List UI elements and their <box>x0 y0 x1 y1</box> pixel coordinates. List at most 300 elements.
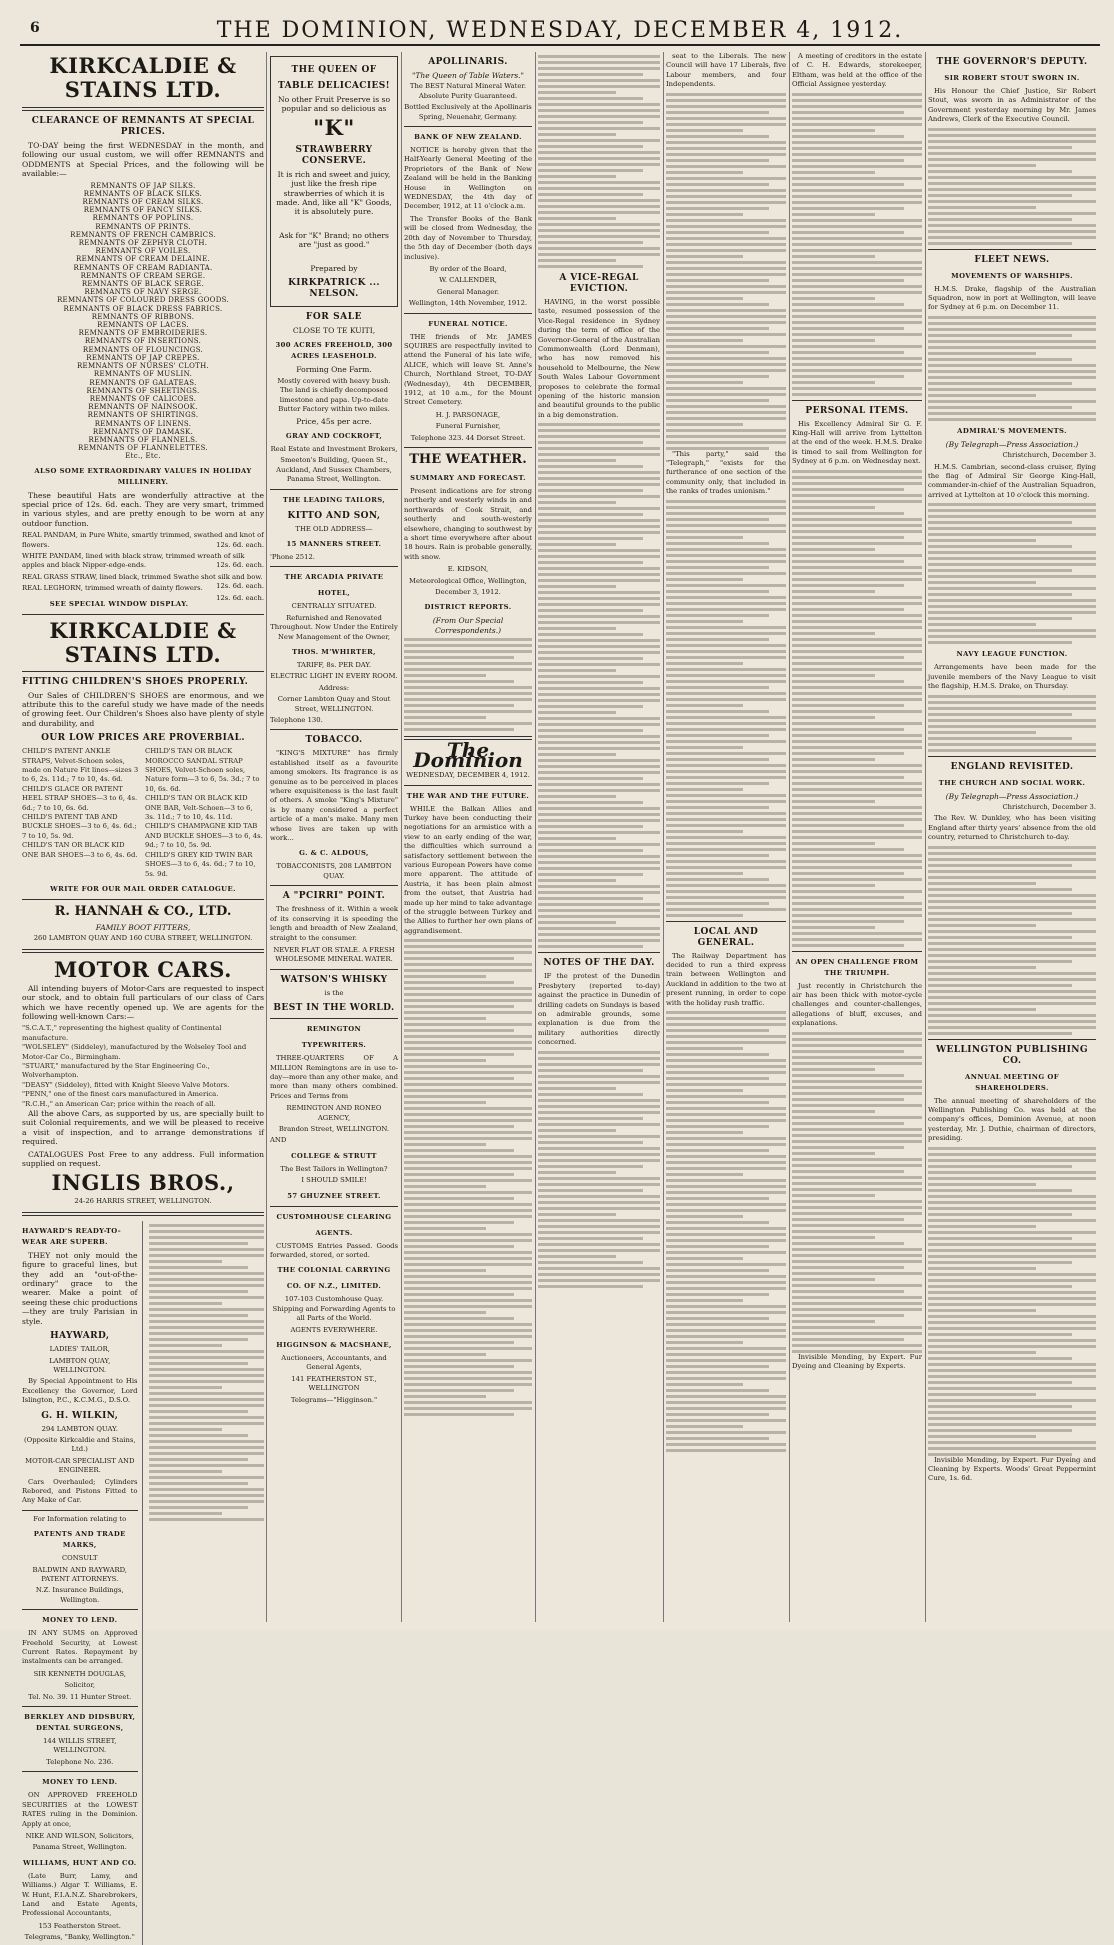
masthead-title: THE DOMINION, WEDNESDAY, DECEMBER 4, 1912. <box>216 18 904 43</box>
remington-address: Brandon Street, WELLINGTON. <box>278 1124 390 1133</box>
remnant-item: REMNANTS OF CREAM SILKS. <box>82 198 204 207</box>
hat-item <box>22 552 264 571</box>
remnant-item: REMNANTS OF JAP CREPES. <box>86 353 200 362</box>
divider <box>404 126 532 127</box>
funeral-body: THE friends of Mr. JAMES SQUIRES are respectfully invited to attend the Funeral of his late wife, ALICE, which will leave St. Anne's Church, Northland Street, TO-DAY (Wednesday), 4th DECEMBER, 1912, at 10 a.m., for the Mount Street Cemetery. <box>404 332 532 407</box>
column-4-news <box>666 52 786 1622</box>
personal-heading: PERSONAL ITEMS. <box>805 405 909 416</box>
divider <box>270 885 398 886</box>
local-heading: LOCAL AND GENERAL. <box>693 926 759 948</box>
divider <box>22 1706 138 1707</box>
fruit-text: No other Fruit Preserve is so popular and so delicious as <box>277 95 391 114</box>
divider <box>270 1018 398 1019</box>
hayward-subtitle: LADIES' TAILOR, <box>49 1345 110 1354</box>
gray-address: Smeeton's Building, Queen St., Auckland, And Sussex Chambers, Panama Street, Wellington. <box>276 456 392 484</box>
wilkin-address: 294 LAMBTON QUAY. <box>41 1424 118 1433</box>
col1-lower-split <box>22 1221 264 1945</box>
window-display: SEE SPECIAL WINDOW DISPLAY. <box>49 599 189 608</box>
shoe-item: CHILD'S TAN OR BLACK KID ONE BAR, Velt-Schoen—3 to 6, 3s. 11d.; 7 to 10, 4s. 11d. <box>145 794 253 822</box>
strawberry-body: It is rich and sweet and juicy, just like the fresh ripe strawberries of which it is made. And, like all "K" Goods, it is absolutely pure. <box>276 169 392 217</box>
catalogues: CATALOGUES Post Free to any address. Full information supplied on request. <box>22 1149 264 1169</box>
apollinaris-subtitle: "The Queen of Table Waters." <box>411 71 524 80</box>
hayward-heading: HAYWARD'S READY-TO-WEAR ARE SUPERB. <box>22 1226 122 1246</box>
money-body-2: ON APPROVED FREEHOLD SECURITIES at the LOWEST RATES ruling in the Dominion. Apply at once, <box>22 1791 138 1828</box>
tobacco-body: "KING'S MIXTURE" has firmly established itself as a favourite among smokers. Its fragrance is as genuine as to be perceived in places where exquisiteness is the last fault of others. A smoke "King's Mixture" is by many considered a perfect article of a man's make. Many men whose lives are taken up with work... <box>270 749 398 843</box>
tobacco-heading: TOBACCO. <box>305 735 363 746</box>
pcirri-heading: A "PCIRRI" POINT. <box>282 891 386 902</box>
admiral-subtitle: (By Telegraph—Press Association.) <box>945 439 1079 449</box>
church-body: The Rev. W. Dunkley, who has been visiting England after thirty years' absence from the old country, returned to Christchurch to-day. <box>928 814 1096 842</box>
remnant-item: REMNANTS OF CREAM SERGE. <box>80 271 206 280</box>
hat-description: REAL LEGHORN, trimmed wreath of dainty flowers. <box>22 584 203 593</box>
divider <box>928 756 1096 757</box>
baldwin: BALDWIN AND RAYWARD, PATENT ATTORNEYS. <box>32 1565 127 1583</box>
notes-text-lines <box>538 1051 660 1288</box>
divider <box>792 400 922 401</box>
williams-address: 153 Featherston Street. <box>38 1921 121 1930</box>
remington-heading-2: TYPEWRITERS. <box>301 1041 367 1050</box>
personal-body: His Excellency Admiral Sir G. F. King-Hall will arrive from Lyttelton at the end of the week. H.M.S. Drake is timed to sail from Wellington for Sydney at 6 p.m. on Wednesday next. <box>792 419 922 466</box>
remnant-item: REMNANTS OF COLOURED DRESS GOODS. <box>56 296 229 305</box>
war-heading: THE WAR AND THE FUTURE. <box>406 791 530 800</box>
remnant-item: REMNANTS OF PRINTS. <box>95 222 191 231</box>
should-smile: I SHOULD SMILE! <box>301 1176 367 1185</box>
kitto-phone: 'Phone 2512. <box>270 552 315 561</box>
hayward-address: LAMBTON QUAY, WELLINGTON. <box>49 1356 111 1374</box>
divider <box>22 671 264 672</box>
remnant-item: REMNANTS OF RIBBONS. <box>91 312 195 321</box>
col1-lower-right <box>149 1221 265 1945</box>
address-label: Address: <box>318 683 350 692</box>
motor-item: "WOLSELEY" (Siddeley), manufactured by the Wolseley Tool and Motor-Car Co., Birmingham. <box>22 1043 247 1061</box>
for-sale: FOR SALE <box>305 312 363 323</box>
weather-body: Present indications are for strong northerly and westerly winds in and northwards of Cook Strait, and southerly and south-westerly elsewhere, changing to southwest by a short time everywhere after about 18 hours. Rain is probable generally, with snow. <box>404 487 533 561</box>
wilkin-agent: (Opposite Kirkcaldie and Stains, Ltd.) <box>23 1435 136 1454</box>
warships-text-lines <box>928 316 1096 421</box>
dominion-logo: The Dominion <box>413 738 523 772</box>
remnant-item: REMNANTS OF LACES. <box>97 321 189 330</box>
gray-cockroft: GRAY AND COCKROFT, <box>285 431 383 440</box>
deputy-heading: THE GOVERNOR'S DEPUTY. <box>936 57 1088 67</box>
news-text-lines <box>792 93 922 396</box>
hannah-subtitle: FAMILY BOOT FITTERS, <box>95 922 191 932</box>
divider <box>22 614 264 615</box>
k-conserve-ad <box>270 56 398 307</box>
motor-tail: All the above Cars, as supported by us, are specially built to suit Colonial requirements, and we will be pleased to receive a visit of inspection, and to arrange demonstrations if required. <box>22 1109 264 1147</box>
divider <box>22 1771 138 1772</box>
annual-body: The annual meeting of shareholders of the Wellington Publishing Co. was held at the company's offices, Dominion Avenue, at noon yesterday, Mr. J. Duthie, chairman of directors, presiding. <box>928 1096 1096 1143</box>
hat-price: 12s. 6d. each. <box>216 540 264 549</box>
this-party-text: "This party," said the "Telegraph," "exists for the furtherance of one section of the community only, that included in the ranks of trades unionism." <box>666 449 786 496</box>
apollinaris-body: The BEST Natural Mineral Water. Absolute Purity Guaranteed. <box>409 82 527 100</box>
money-heading-1: MONEY TO LEND. <box>42 1616 118 1625</box>
electric-light: ELECTRIC LIGHT IN EVERY ROOM. <box>270 672 398 681</box>
shoe-item: CHILD'S TAN OR BLACK KID ONE BAR SHOES—3 to 6, 4s. 6d. <box>22 841 138 859</box>
annual-heading: ANNUAL MEETING OF SHAREHOLDERS. <box>965 1072 1059 1092</box>
stout-text-lines <box>928 128 1096 245</box>
colonial-heading-1: THE COLONIAL CARRYING <box>277 1266 391 1275</box>
millinery-body: These beautiful Hats are wonderfully attractive at the special price of 12s. 6d. each. They are very smart, trimmed in various styles, and are pretty enough to be worn at any outdoor function. <box>22 490 264 528</box>
vice-regal-text-lines <box>538 423 660 948</box>
and-label: AND <box>270 1136 287 1145</box>
kidson: E. KIDSON, <box>447 565 489 574</box>
divider <box>538 952 660 953</box>
news-text-lines <box>666 500 786 917</box>
callender-role: General Manager. <box>437 287 499 296</box>
bank-order: By order of the Board, <box>429 264 507 273</box>
hat-price: 12s. 6d. each. <box>216 561 264 570</box>
remnant-item: REMNANTS OF FLOUNCINGS. <box>82 345 204 354</box>
parsonage: H. J. PARSONAGE, <box>435 410 501 419</box>
challenge-text-lines <box>792 1032 922 1353</box>
apollinaris-tail: Bottled Exclusively at the Apollinaris Spring, Neuenahr, Germany. <box>404 103 532 121</box>
parsonage-role: Funeral Furnisher, <box>435 422 501 431</box>
column-2b <box>404 52 532 1416</box>
notes-body: IF the protest of the Dunedin Presbytery (reported to-day) against the practice in Dunedin of drilling cadets on Sundays is based on admirable grounds, some explanation is due from the military authorities directly concerned. <box>538 972 660 1047</box>
mail-order: WRITE FOR OUR MAIL ORDER CATALOGUE. <box>50 884 236 893</box>
column-rule <box>266 52 267 1622</box>
price: Price, 45s per acre. <box>296 416 372 426</box>
millinery-heading: ALSO SOME EXTRAORDINARY VALUES IN HOLIDAY MILLINERY. <box>34 466 252 486</box>
divider <box>404 785 532 786</box>
council-text: seat to the Liberals. The new Council will have 17 Liberals, five Labour members, and four Independents. <box>666 52 786 89</box>
bank-body: NOTICE is hereby given that the Half-Yearly General Meeting of the Proprietors of the Bank of New Zealand will be held in the Banking House in Wellington on WEDNESDAY, the 4th day of December, 1912, at 11 o'clock a.m. <box>404 146 532 211</box>
body-text-lines <box>149 1224 265 1521</box>
warships-body: H.M.S. Drake, flagship of the Australian Squadron, now in port at Wellington, will leave for Sydney at 6 p.m. on December 11. <box>928 284 1096 312</box>
motor-item: "S.C.A.T.," representing the highest quality of Continental manufacture. <box>22 1024 222 1042</box>
page-number: 6 <box>30 20 40 36</box>
divider <box>22 1212 264 1216</box>
dominion-date: WEDNESDAY, DECEMBER 4, 1912. <box>406 771 530 780</box>
divider <box>22 899 264 900</box>
remnant-item: REMNANTS OF INSERTIONS. <box>84 337 202 346</box>
divider <box>928 1039 1096 1040</box>
tariff: TARIFF, 8s. PER DAY. <box>296 660 372 669</box>
kirkcaldie-title-2: KIRKCALDIE & STAINS LTD. <box>49 617 237 667</box>
apollinaris-heading: APOLLINARIS. <box>428 57 508 67</box>
money-address: Panama Street, Wellington. <box>32 1843 127 1852</box>
hayward-name: HAYWARD, <box>50 1331 110 1342</box>
williams-heading: WILLIAMS, HUNT AND CO. <box>22 1858 137 1867</box>
motor-item: "DEASY" (Siddeley), fitted with Knight Sleeve Valve Motors. <box>22 1080 230 1089</box>
column-5-news <box>792 52 922 1622</box>
shoe-item: CHILD'S PATENT ANKLE STRAPS, Velvet-Schoen soles, made on Nature Fit lines—sizes 3 to 6, 2s. 11d.; 7 to 10, 4s. 6d. <box>22 747 139 784</box>
remnants-etc: Etc., Etc. <box>125 452 161 461</box>
news-text-lines <box>538 55 660 268</box>
column-rule <box>535 52 536 1622</box>
remnant-item: REMNANTS OF FRENCH CAMBRICS. <box>70 230 216 239</box>
kirkpatrick: KIRKPATRICK ... NELSON. <box>288 278 380 300</box>
remnants-list <box>22 182 264 453</box>
money-heading-2: MONEY TO LEND. <box>42 1778 118 1787</box>
remnant-item: REMNANTS OF NURSES' CLOTH. <box>76 362 210 371</box>
hat-description: WHITE PANDAM, lined with black straw, trimmed wreath of silk apples and black Nipper-edge-ends. <box>22 551 245 570</box>
forming: Forming One Farm. <box>296 365 372 375</box>
motor-item: "PENN," one of the finest cars manufactured in America. <box>22 1090 219 1099</box>
hannah-address: 260 LAMBTON QUAY AND 160 CUBA STREET, WELLINGTON. <box>33 934 253 943</box>
douglas-role: Solicitor, <box>64 1681 96 1690</box>
funeral-heading: FUNERAL NOTICE. <box>428 319 508 328</box>
motor-list <box>22 1024 264 1109</box>
divider <box>22 107 264 111</box>
remnant-item: REMNANTS OF FLANNELETTES. <box>78 444 208 453</box>
colonial-heading-2: CO. OF N.Z., LIMITED. <box>286 1282 382 1291</box>
shoes-table <box>22 747 264 879</box>
fleet-heading: FLEET NEWS. <box>974 254 1050 265</box>
mcwhirter: THOS. M'WHIRTER, <box>292 647 376 656</box>
kirkcaldie-title: KIRKCALDIE & STAINS LTD. <box>49 53 237 102</box>
shoe-item: CHILD'S GLACE OR PATENT HEEL STRAP SHOES—3 to 6, 4s. 6d.; 7 to 10, 6s. 6d. <box>22 784 138 812</box>
war-text-lines <box>404 939 532 1416</box>
hannah-title: R. HANNAH & CO., LTD. <box>54 903 232 919</box>
district-heading: DISTRICT REPORTS. <box>424 603 512 612</box>
customs-heading-1: CUSTOMHOUSE CLEARING <box>276 1212 392 1221</box>
invisible-mending-2: Invisible Mending, by Expert. Fur Dyeing and Cleaning by Experts. Woods' Great Peppermint Cure, 1s. 6d. <box>928 1455 1096 1483</box>
wilkin-role: MOTOR-CAR SPECIALIST AND ENGINEER. <box>25 1456 135 1475</box>
aldous: G. & C. ALDOUS, <box>299 849 369 858</box>
column-rule <box>663 52 664 1622</box>
column-2a <box>270 52 398 1407</box>
watsons-whisky: WATSON'S WHISKY <box>280 974 388 985</box>
stout-body: His Honour the Chief Justice, Sir Robert Stout, was sworn in as Administrator of the Government yesterday morning by Mr. James Andrews, Clerk of the Executive Council. <box>928 87 1096 124</box>
church-heading: THE CHURCH AND SOCIAL WORK. <box>938 778 1086 787</box>
queen-heading-1: THE QUEEN OF <box>291 65 377 75</box>
vice-regal-heading: A VICE-REGAL EVICTION. <box>559 273 639 294</box>
church-text-lines <box>928 846 1096 1035</box>
k-brand: "K" <box>313 114 355 140</box>
remnant-item: REMNANTS OF EMBROIDERIES. <box>78 329 208 338</box>
divider <box>404 313 532 314</box>
appointment: By Special Appointment to His Excellency the Governor, Lord Islington, P.C., K.C.M.G., D.S.O. <box>22 1377 138 1405</box>
aldous-address: TOBACCONISTS, 208 LAMBTON QUAY. <box>276 862 392 880</box>
navy-heading: NAVY LEAGUE FUNCTION. <box>956 650 1068 659</box>
personal-text-lines <box>792 470 922 947</box>
motor-body: All intending buyers of Motor-Cars are requested to inspect our stock, and to obtain full particulars of our class of Cars which we have recently opened up. We are agents for the following well-known Cars:— <box>22 983 264 1021</box>
divider <box>928 249 1096 250</box>
remington-heading-1: REMINGTON <box>306 1025 362 1034</box>
prepared-by: Prepared by <box>310 263 358 273</box>
column-6-news <box>928 52 1096 1622</box>
invisible-mending: Invisible Mending, by Expert. Fur Dyeing and Cleaning by Experts. <box>792 1352 922 1371</box>
kidson-role: Meteorological Office, Wellington, <box>409 576 527 585</box>
divider <box>22 1510 138 1511</box>
challenge-heading: AN OPEN CHALLENGE FROM THE TRIUMPH. <box>795 957 919 977</box>
patents-heading: PATENTS AND TRADE MARKS, <box>33 1530 126 1550</box>
remnant-item: REMNANTS OF CREAM RADIANTA. <box>73 263 213 272</box>
shoe-item: CHILD'S PATENT TAB AND BUCKLE SHOES—3 to 6, 4s. 6d.; 7 to 10, 5s. 9d. <box>22 813 137 840</box>
old-address: THE OLD ADDRESS— <box>295 524 373 533</box>
remnant-item: REMNANTS OF POPLINS. <box>92 214 194 223</box>
central: CENTRALLY SITUATED. <box>291 602 377 611</box>
dental-telephone: Telephone No. 236. <box>46 1757 114 1766</box>
remnant-item: REMNANTS OF NAVY SERGE. <box>84 288 202 297</box>
higginson-role: Auctioneers, Accountants, and General Agents, <box>281 1354 387 1372</box>
remnant-item: REMNANTS OF CREAM DELAINE. <box>76 255 210 264</box>
local-body: The Railway Department has decided to run a third express train between Wellington and Auckland in addition to the two at present running, in order to cope with the holiday rush traffic. <box>666 951 786 1007</box>
remington-body: THREE-QUARTERS OF A MILLION Remingtons are in use to-day—more than any other make, and more than many others combined. Prices and Terms from <box>270 1054 398 1100</box>
shoe-item: CHILD'S GREY KID TWIN BAR SHOES—3 to 6, 4s. 6d.; 7 to 10, 5s. 9d. <box>145 850 256 878</box>
dental-heading: BERKLEY AND DIDSBURY, DENTAL SURGEONS, <box>24 1713 136 1733</box>
remnant-item: REMNANTS OF FANCY SILKS. <box>83 206 203 215</box>
admiral-text-lines <box>928 503 1096 644</box>
douglas-address: Tel. No. 39. 11 Hunter Street. <box>28 1692 132 1701</box>
money-body-1: IN ANY SUMS on Approved Freehold Security, at Lowest Current Rates. Repayment by instalments can be arranged. <box>22 1629 138 1666</box>
motor-item: "STUART," manufactured by the Star Engineering Co., Wolverhampton. <box>22 1061 210 1080</box>
column-3-news <box>538 52 660 1622</box>
arcadia-heading-2: HOTEL, <box>317 589 351 598</box>
remnant-item: REMNANTS OF NAINSOOK. <box>88 403 198 412</box>
hat-item <box>22 531 264 550</box>
bank-body-2: The Transfer Books of the Bank will be closed from Wednesday, the 20th day of November to Thursday, the 5th day of December (both days inclusive). <box>404 214 532 261</box>
hayward-body: THEY not only mould the figure to graceful lines, but they add an "out-of-the-ordinary" grace to the wearer. Make a point of seeing these chic productions—they are truly Parisian in style. <box>22 1250 138 1326</box>
central-body: Refurnished and Renovated Throughout. Now Under the Entirely New Management of the Owner, <box>270 613 398 641</box>
never-flat: NEVER FLAT OR STALE. A FRESH WHOLESOME MINERAL WATER. <box>273 945 395 964</box>
customs-heading-2: AGENTS. <box>315 1228 353 1237</box>
baldwin-address: N.Z. Insurance Buildings, Wellington. <box>35 1586 124 1604</box>
bank-date: Wellington, 14th November, 1912. <box>408 299 528 308</box>
remnant-item: REMNANTS OF JAP SILKS. <box>90 181 196 190</box>
remnant-item: REMNANTS OF FLANNELS. <box>88 435 198 444</box>
leading-tailors: THE LEADING TAILORS, <box>282 495 386 504</box>
higginson-address: 141 FEATHERSTON ST., WELLINGTON <box>291 1374 377 1393</box>
higginson: HIGGINSON & MACSHANE, <box>276 1341 392 1350</box>
colonial-address: 107-103 Customhouse Quay. Shipping and Forwarding Agents to all Parts of the World. <box>272 1295 396 1323</box>
patents-intro: For Information relating to <box>33 1514 127 1523</box>
remnant-item: REMNANTS OF LINENS. <box>94 419 192 428</box>
remington-agency: REMINGTON AND RONEO AGENCY, <box>286 1104 382 1122</box>
proverbial-heading: OUR LOW PRICES ARE PROVERBIAL. <box>41 733 245 744</box>
divider <box>666 921 786 922</box>
customs-body: CUSTOMS Entries Passed. Goods forwarded, stored, or sorted. <box>270 1241 398 1259</box>
inglis-address: 24-26 HARRIS STREET, WELLINGTON. <box>74 1197 212 1206</box>
col1-lower-left <box>22 1221 143 1945</box>
inglis-title: INGLIS BROS., <box>51 1170 235 1196</box>
district-text-lines <box>404 638 532 731</box>
admiral-place: Christchurch, December 3. <box>1002 451 1096 460</box>
douglas: SIR KENNETH DOUGLAS, <box>33 1669 126 1678</box>
queen-heading-2: TABLE DELICACIES! <box>278 81 390 91</box>
arcadia-telephone: Telephone 130. <box>270 716 323 724</box>
wilkin-tail: Cars Overhauled; Cylinders Rebored, and Pistons Fitted to Any Make of Car. <box>22 1477 138 1505</box>
strawberry-heading: STRAWBERRY CONSERVE. <box>295 144 373 166</box>
remnant-item: REMNANTS OF BLACK SERGE. <box>81 280 205 289</box>
divider <box>270 729 398 730</box>
kitto-and-son: KITTO AND SON, <box>287 510 381 521</box>
annual-text-lines <box>928 1147 1096 1456</box>
wpc-heading: WELLINGTON PUBLISHING CO. <box>936 1044 1088 1066</box>
district-subtitle: (From Our Special Correspondents.) <box>432 616 504 635</box>
divider <box>404 447 532 448</box>
divider <box>270 566 398 567</box>
motor-cars-title: MOTOR CARS. <box>54 956 232 982</box>
divider <box>270 969 398 970</box>
shoe-item: CHILD'S CHAMPAGNE KID TAB AND BUCKLE SHOES—3 to 6, 4s. 9d.; 7 to 10, 5s. 9d. <box>145 822 263 850</box>
creditors-text: A meeting of creditors in the estate of C. H. Edwards, storekeeper, Eltham, was held at the office of the Official Assignee yesterday. <box>792 52 922 89</box>
remnant-item: REMNANTS OF CALICOES. <box>89 394 197 403</box>
warships-heading: MOVEMENTS OF WARSHIPS. <box>951 271 1073 280</box>
clearance-body: TO-DAY being the first WEDNESDAY in the month, and following our usual custom, we will offer REMNANTS and ODDMENTS at Special Prices, and the following will be available:— <box>22 141 264 179</box>
best-tailors: The Best Tailors in Wellington? <box>280 1164 388 1173</box>
corner: Corner Lambton Quay and Stout Street, WELLINGTON. <box>277 695 391 713</box>
challenge-body: Just recently in Christchurch the air has been thick with motor-cycle challenges and counter-challenges, allegations of bluff, excuses, and explanations. <box>792 981 922 1028</box>
divider <box>792 951 922 952</box>
best-in-world: BEST IN THE WORLD. <box>273 1003 395 1014</box>
hat-description: REAL PANDAM, in Pure White, smartly trimmed, swathed and knot of flowers. <box>22 531 264 549</box>
hats-list <box>22 531 264 602</box>
war-body: WHILE the Balkan Allies and Turkey have been conducting their negotiations for an armistice with a view to an early ending of the war, the difficulties which surround a satisfactory settlement between the various European Powers have come more apparent. The attitude of Austria, it has been plain almost from the outset, that Austria had made up her mind to take advantage of the struggle between Turkey and the Allies to further her own plans of aggrandisement. <box>404 804 532 935</box>
news-text-lines <box>666 93 786 450</box>
local-text-lines <box>666 1011 786 1452</box>
hat-description: REAL GRASS STRAW, lined black, trimmed Swathe shot silk and bow. <box>22 572 263 581</box>
remnant-item: REMNANTS OF BLACK DRESS FABRICS. <box>63 304 223 313</box>
admiral-body: H.M.S. Cambrian, second-class cruiser, flying the flag of Admiral Sir George King-Hall, commander-in-chief of the Australian Squadron, arrived at Lyttelton at 10 o'clock this morning. <box>928 462 1096 499</box>
remnant-item: REMNANTS OF SHIRTINGS. <box>87 411 199 420</box>
church-subtitle: (By Telegraph—Press Association.) <box>945 791 1079 801</box>
column-rule <box>925 52 926 1622</box>
motor-item: "R.C.H.," an American Car; price within the reach of all. <box>22 1099 216 1108</box>
england-heading: ENGLAND REVISITED. <box>950 761 1074 772</box>
acres: 300 ACRES FREEHOLD, 300 ACRES LEASEHOLD. <box>275 341 393 361</box>
kidson-date: December 3, 1912. <box>435 588 501 597</box>
summary-heading: SUMMARY AND FORECAST. <box>410 474 526 482</box>
williams-body: (Late Burr, Lamy, and Williams.) Algar T. Williams, E. W. Hunt, F.I.A.N.Z. Sharebrokers, Land and Estate Agents, Professional Accountants, <box>22 1871 138 1918</box>
colonial-tail: AGENTS EVERYWHERE. <box>290 1325 378 1334</box>
remnant-item: REMNANTS OF ZEPHYR CLOTH. <box>78 239 208 248</box>
fitting-heading: FITTING CHILDREN'S SHOES PROPERLY. <box>22 676 249 687</box>
navy-body: Arrangements have been made for the juvenile members of the Navy League to visit the flagship, H.M.S. Drake, on Thursday. <box>928 663 1096 691</box>
shoes-right-column <box>145 747 264 879</box>
remnant-item: REMNANTS OF DAMASK. <box>92 427 194 436</box>
admiral-heading: ADMIRAL'S MOVEMENTS. <box>957 426 1067 435</box>
fitting-body: Our Sales of CHILDREN'S SHOES are enormous, and we attribute this to the careful study we have made of the needs of growing feet. Our Children's Shoes also have plenty of style and durability, and <box>22 690 264 728</box>
remnant-item: REMNANTS OF VOILES. <box>95 247 191 256</box>
divider <box>270 489 398 490</box>
divider <box>22 949 264 953</box>
hat-price: 12s. 6d. each. <box>216 593 264 602</box>
stout-heading: SIR ROBERT STOUT SWORN IN. <box>944 74 1080 82</box>
callender: W. CALLENDER, <box>439 276 497 285</box>
vice-regal-body: HAVING, in the worst possible taste, resumed possession of the Vice-Regal residence in Sydney during the term of office of the Governor-General of the Australian Commonwealth (Lord Denman), who has now removed his household to Melbourne, the New South Wales Labour Government proposes to celebrate the formal opening of the historic mansion and beautiful grounds to the public in a big demonstration. <box>538 298 660 419</box>
bank-heading: BANK OF NEW ZEALAND. <box>414 133 522 142</box>
column-1-advertisements <box>22 52 264 1942</box>
patents-consult: CONSULT <box>61 1554 98 1563</box>
ask-for: Ask for "K" Brand; no others are "just as good." <box>279 230 389 250</box>
clearance-heading: CLEARANCE OF REMNANTS AT SPECIAL PRICES. <box>31 116 255 137</box>
dental-address: 144 WILLIS STREET, WELLINGTON. <box>43 1737 117 1755</box>
remnant-item: REMNANTS OF SHEETINGS. <box>86 386 200 395</box>
remnant-item: REMNANTS OF MUSLIN. <box>93 370 193 379</box>
gray-role: Real Estate and Investment Brokers, <box>270 444 398 453</box>
williams-telegrams: Telegrams, "Banky, Wellington." <box>24 1933 135 1942</box>
shoe-item: CHILD'S TAN OR BLACK MOROCCO SANDAL STRAP SHOES, Velvet-Schoen soles, Nature form—3 to 6, 5s. 3d.; 7 to 10, 6s. 6d. <box>145 747 260 793</box>
weather-heading: THE WEATHER. <box>409 452 527 467</box>
parsonage-telephone: Telephone 323. 44 Dorset Street. <box>410 433 526 442</box>
notes-heading: NOTES OF THE DAY. <box>543 958 655 969</box>
church-place: Christchurch, December 3. <box>1002 802 1096 811</box>
wilkin-name: G. H. WILKIN, <box>41 1410 119 1421</box>
masthead <box>20 14 1100 46</box>
arcadia-heading-1: THE ARCADIA PRIVATE <box>284 573 384 582</box>
manners-street: 15 MANNERS STREET. <box>286 539 382 548</box>
college-strutt: COLLEGE & STRUTT <box>291 1151 377 1160</box>
remnant-item: REMNANTS OF GALATEAS. <box>89 378 197 387</box>
forming-body: Mostly covered with heavy bush. The land is chiefly decomposed limestone and papa. Up-to-date Butter Factory within two miles. <box>277 376 391 414</box>
pcirri-body: The freshness of it. Within a week of its conserving it is speeding the length and breadth of New Zealand, straight to the consumer. <box>270 905 398 942</box>
remnant-item: REMNANTS OF BLACK SILKS. <box>83 189 203 198</box>
shoes-left-column <box>22 747 141 879</box>
close-to: CLOSE TO TE KUITI, <box>292 326 376 336</box>
column-rule <box>789 52 790 1622</box>
